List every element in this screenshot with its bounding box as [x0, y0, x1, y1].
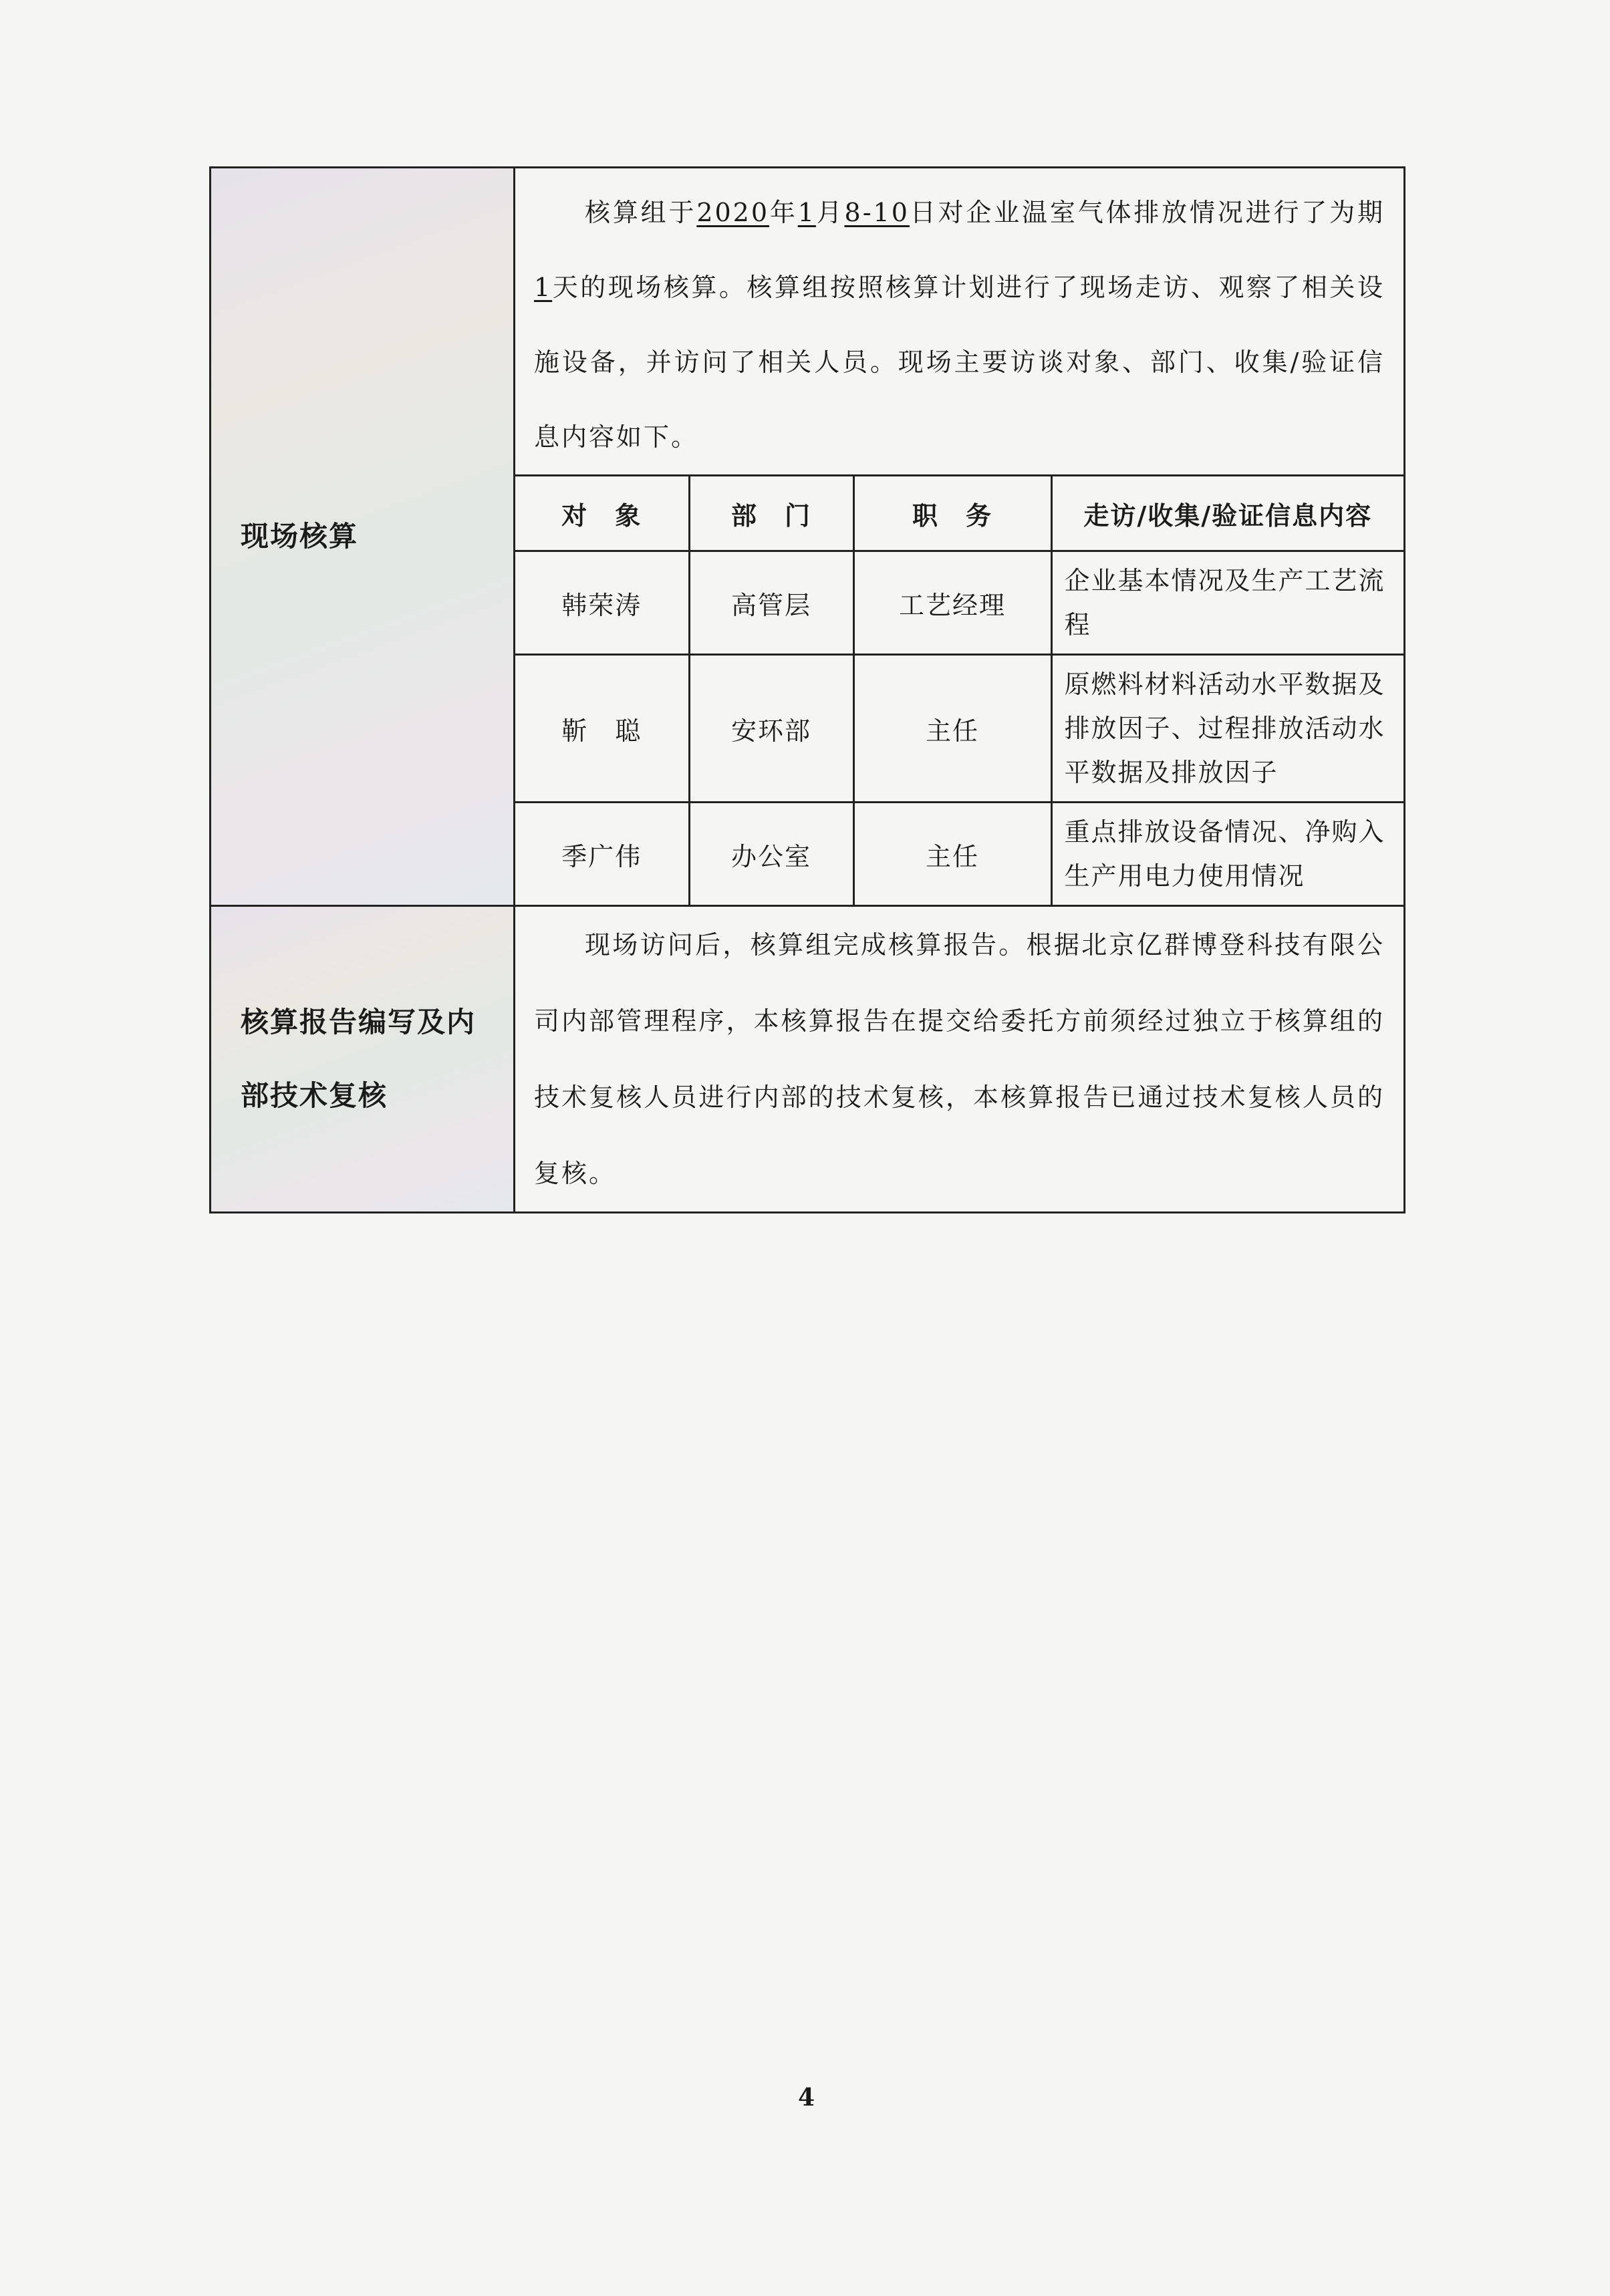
cell-department: 高管层 — [689, 551, 853, 655]
cell-content: 重点排放设备情况、净购入生产用电力使用情况 — [1051, 803, 1403, 905]
cell-position: 工艺经理 — [853, 551, 1051, 655]
header-department: 部 门 — [689, 476, 853, 551]
report-review-row — [211, 906, 1405, 1213]
cell-content: 企业基本情况及生产工艺流程 — [1051, 551, 1403, 655]
site-verification-row — [211, 168, 1405, 906]
report-review-text: 现场访问后，核算组完成核算报告。根据北京亿群博登科技有限公司内部管理程序，本核算报告在提交给委托方前须经过独立于核算组的技术复核人员进行内部的技术复核，本核算报告已通过技术复核人员的复核。 — [534, 930, 1385, 1188]
site-verification-intro: 核算组于2020年1月8-10日对企业温室气体排放情况进行了为期1天的现场核算。核算组按照核算计划进行了现场走访、观察了相关设施设备，并访问了相关人员。现场主要访谈对象、部门、收集/验证信息内容如下。 — [534, 198, 1385, 452]
cell-subject: 靳 聪 — [515, 655, 689, 803]
cell-position: 主任 — [853, 655, 1051, 803]
table-row — [515, 655, 1403, 803]
report-review-content — [515, 906, 1405, 1213]
cell-position: 主任 — [853, 803, 1051, 905]
page-number: 4 — [798, 2084, 815, 2112]
interview-header-row — [515, 476, 1403, 551]
cell-department: 安环部 — [689, 655, 853, 803]
cell-subject: 韩荣涛 — [515, 551, 689, 655]
table-row — [515, 551, 1403, 655]
report-review-label: 核算报告编写及内部技术复核 — [211, 906, 515, 1213]
header-subject: 对 象 — [515, 476, 689, 551]
days-value: 8-10 — [844, 198, 910, 227]
header-position: 职 务 — [853, 476, 1051, 551]
header-content: 走访/收集/验证信息内容 — [1051, 476, 1403, 551]
duration-value: 1 — [534, 273, 553, 302]
table-row — [515, 803, 1403, 905]
verification-table — [209, 166, 1405, 1213]
site-verification-label: 现场核算 — [211, 168, 515, 906]
site-verification-content — [515, 168, 1405, 906]
month-value: 1 — [797, 198, 816, 227]
cell-department: 办公室 — [689, 803, 853, 905]
cell-content: 原燃料材料活动水平数据及排放因子、过程排放活动水平数据及排放因子 — [1051, 655, 1403, 803]
cell-subject: 季广伟 — [515, 803, 689, 905]
year-value: 2020 — [696, 198, 770, 227]
interview-table — [515, 474, 1403, 905]
